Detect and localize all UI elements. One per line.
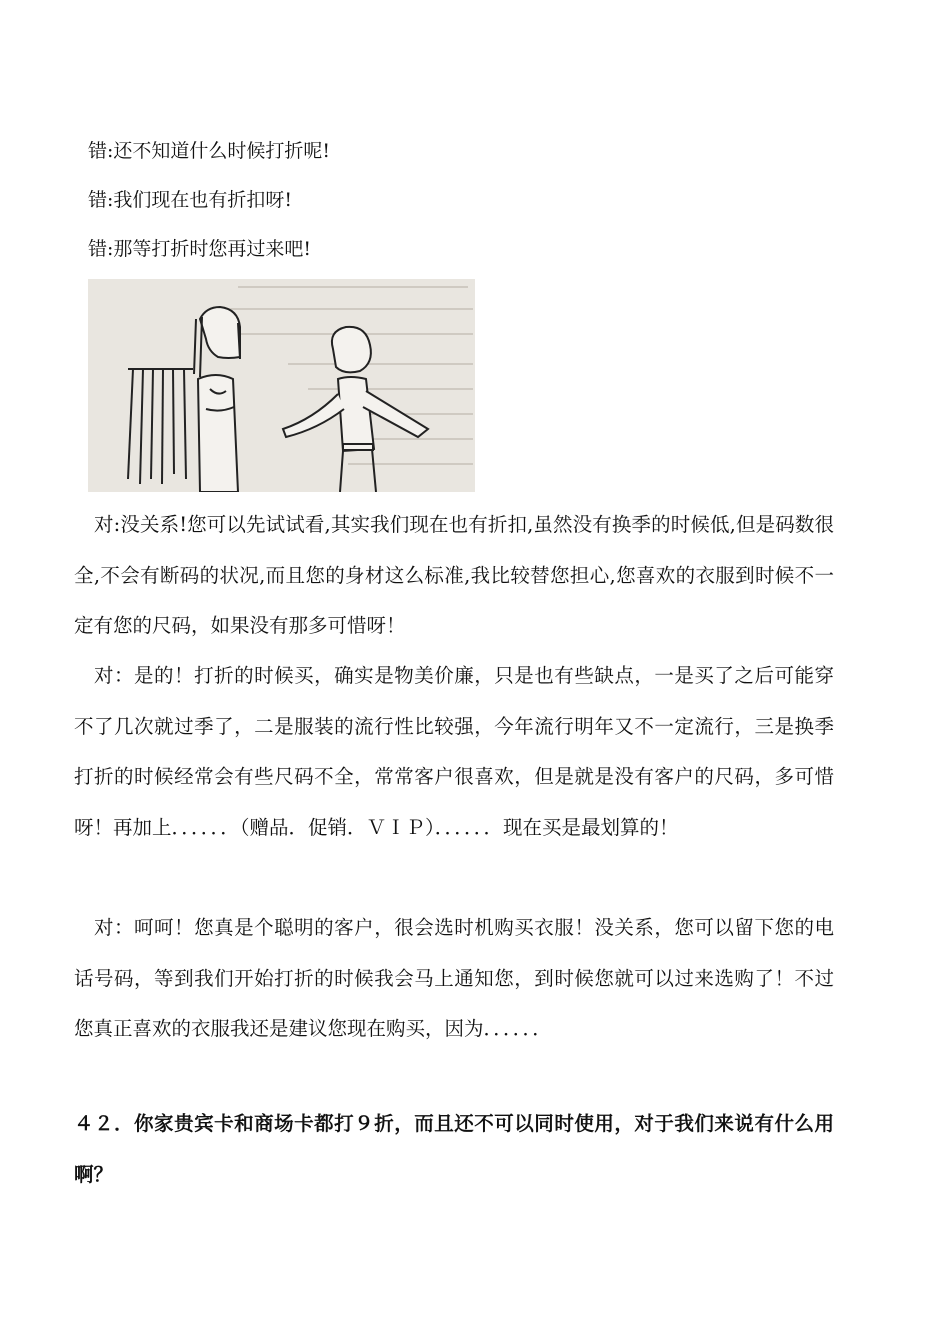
question-heading: ４２．你家贵宾卡和商场卡都打９折，而且还不可以同时使用，对于我们来说有什么用啊？: [74, 1112, 834, 1186]
wrong-reply-2: 错:我们现在也有折扣呀!: [88, 189, 293, 211]
two-women-in-clothing-store-illustration: [88, 279, 475, 492]
correct-reply-1: 对:没关系!您可以先试试看,其实我们现在也有折扣,虽然没有换季的时候低,但是码数很全,不会有断码的状况,而且您的身材这么标准,我比较替您担心,您喜欢的衣服到时候不一定有您的尺码，如果没有那多可惜呀！: [74, 513, 834, 637]
wrong-reply-3: 错:那等打折时您再过来吧!: [88, 238, 312, 260]
correct-reply-2: 对：是的！打折的时候买，确实是物美价廉，只是也有些缺点，一是买了之后可能穿不了几次就过季了，二是服装的流行性比较强，今年流行明年又不一定流行，三是换季打折的时候经常会有些尺码不全，常常客户很喜欢，但是就是没有客户的尺码，多可惜呀！再加上．．．．．．（赠品．促销．ＶＩＰ）．．．．．．现在买是最划算的！: [74, 664, 834, 839]
wrong-reply-1: 错:还不知道什么时候打折呢!: [88, 140, 331, 162]
correct-reply-3: 对：呵呵！您真是个聪明的客户，很会选时机购买衣服！没关系，您可以留下您的电话号码，等到我们开始打折的时候我会马上通知您，到时候您就可以过来选购了！不过您真正喜欢的衣服我还是建议您现在购买，因为．．．．．．: [74, 916, 834, 1040]
